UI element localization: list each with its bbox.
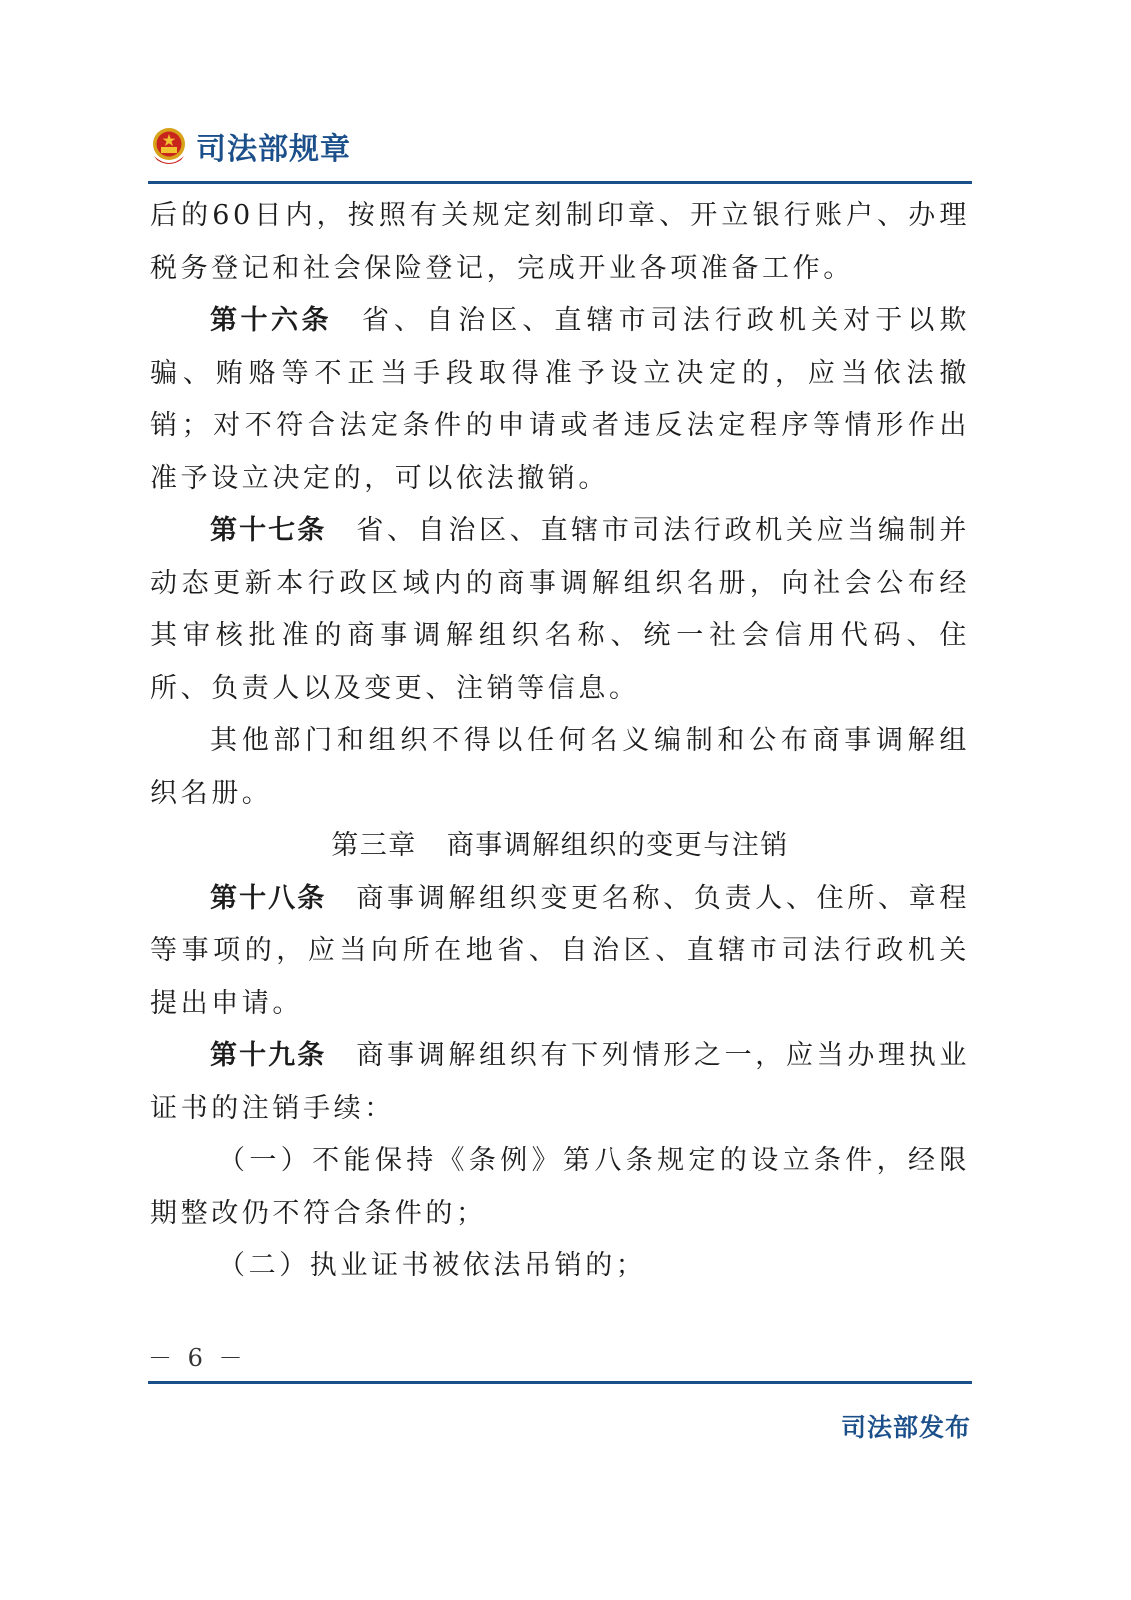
page-header bbox=[150, 118, 351, 174]
header-divider bbox=[148, 181, 972, 184]
article-text: 省、自治区、直辖市司法行政机关应当编制并动态更新本行政区域内的商事调解组织名册，向社会公布经其审核批准的商事调解组织名称、统一社会信用代码、住所、负责人以及变更、注销等信息。 bbox=[150, 515, 971, 704]
article-text: 商事调解组织变更名称、负责人、住所、章程等事项的，应当向所在地省、自治区、直辖市司法行政机关提出申请。 bbox=[150, 882, 971, 1019]
national-emblem-icon bbox=[150, 126, 188, 166]
chapter-heading bbox=[150, 820, 970, 873]
document-body bbox=[150, 190, 970, 1293]
paragraph: 后的60日内，按照有关规定刻制印章、开立银行账户、办理税务登记和社会保险登记，完成开业各项准备工作。 bbox=[150, 200, 970, 284]
footer-brand: 司法部发布 bbox=[840, 1413, 971, 1442]
article-number: 第十七条 bbox=[210, 515, 327, 546]
header-title: 司法部规章 bbox=[196, 132, 351, 167]
paragraph: 其他部门和组织不得以任何名义编制和公布商事调解组织名册。 bbox=[150, 725, 970, 809]
chapter-title: 商事调解组织的变更与注销 bbox=[446, 830, 789, 861]
article-number: 第十六条 bbox=[210, 305, 332, 336]
article-16 bbox=[150, 295, 970, 505]
article-text: 商事调解组织有下列情形之一，应当办理执业证书的注销手续： bbox=[150, 1040, 971, 1124]
article-number: 第十九条 bbox=[210, 1040, 327, 1071]
article-text: 省、自治区、直辖市司法行政机关对于以欺骗、贿赂等不正当手段取得准予设立决定的，应当依法撤销；对不符合法定条件的申请或者违反法定程序等情形作出准予设立决定的，可以依法撤销。 bbox=[150, 305, 971, 494]
list-item: （二）执业证书被依法吊销的； bbox=[218, 1250, 647, 1281]
page-number: － 6 － bbox=[148, 1344, 247, 1372]
article-17 bbox=[150, 505, 970, 715]
footer-divider bbox=[148, 1381, 972, 1384]
chapter-number: 第三章 bbox=[331, 830, 417, 861]
article-number: 第十八条 bbox=[210, 882, 327, 914]
list-item: （一）不能保持《条例》第八条规定的设立条件，经限期整改仍不符合条件的； bbox=[150, 1145, 970, 1229]
article-18 bbox=[150, 873, 970, 1031]
article-19 bbox=[150, 1030, 970, 1135]
